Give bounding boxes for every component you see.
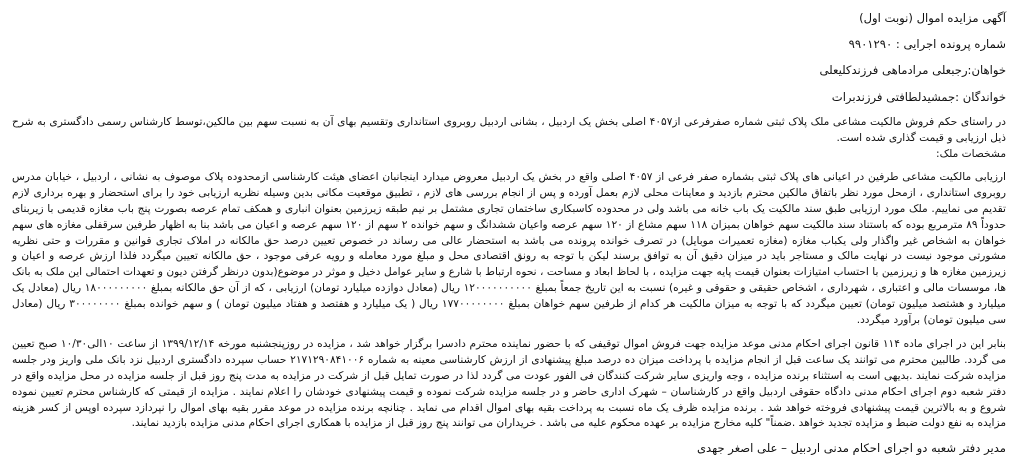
property-specs-heading: مشخصات ملک:: [936, 147, 1006, 160]
property-description: ارزیابی مالکیت مشاعی طرفین در اعیانی های پلاک ثبتی بشماره صفر فرعی از ۴۰۵۷ اصلی واقع در بخش یک اردبیل معروض میدارد اینجانبان اعضای هیئت کارشناسی ازمحدوده پلاک موصوف به نشانی ، اردبیل ، خیابان مدرس روبروی استانداری ، ازمحل مورد نظر باتفاق مالکین محترم بازدید و معاینات محلی لازم بعمل آورده و پس از انجام بررسی های لازم ، تطبیق موقعیت مکانی بدین وسیله نظریه ارزیابی خود را برای استحضار و بهره برداری لازم تقدیم می نماییم. ملک مورد ارزیابی طبق سند مالکیت یک باب خانه می باشد ولی در محدوده کاسبکاری ساختمان تجاری مشتمل بر نیم طبقه زیرزمین بعنوان انباری و همکف تمام عرصه بصورت پنج باب مغازه قدیمی با زیربنای حدوداً ۸۹ مترمربع بوده که باستناد سند مالکیت سهم خواهان بمیزان ۱۱۸ سهم مشاع از ۱۲۰ سهم عرصه واعیان ششدانگ و سهم خوانده ۲ سهم از ۱۲۰ سهم عرصه و اعیان می باشد بنا به اظهار طرفین سرقفلی مغازه های سهم خواهان به اشخاص غیر واگذار ولی یکباب مغازه (مغازه تعمیرات موبایل) در تصرف خوانده پرونده می باشد به استحضار عالی می رساند در خصوص تعیین درصد حق مالکانه در املاک تجاری قوانین و مقررات و حتی نظریه مشورتی موجود نیست در نهایت مالک و مستاجر باید در میزان دقیق آن به توافق برسند لیکن با توجه به رونق اقتصادی محل و مبلغ مورد معامله و رویه عرفی موجود ، حق مالکانه تعیین میگردد فلذا ارزش عرصه و اعیان و زیرزمین مغازه ها و زیرزمین با احتساب امتیازات بعنوان قیمت پایه جهت مزایده ، با لحاظ ابعاد و مساحت ، نحوه ارتباط با شارع و سایر عوامل دخیل و موثر در موضوع(بدون درنظر گرفتن دیون و تعهدات احتمالی این ملک به بانک ها، موسسات مالی و اعتباری ، شهرداری ، اشخاص حقیقی و حقوقی و غیره) نسبت به این تاریخ جمعاً بمبلغ ۱۲۰۰۰۰۰۰۰۰۰۰ ریال (معادل دوازده میلیارد تومان) ارزیابی ، که از آن حق مالکانه بمبلغ ۱۸۰۰۰۰۰۰۰۰۰ ریال (معادل یک میلیارد و هشتصد میلیون تومان) تعیین میگردد که با توجه به میزان مالکیت هر کدام از طرفین سهم خواهان بمبلغ ۱۷۷۰۰۰۰۰۰۰۰ ریال ( یک میلیارد و هفتصد و هفتاد میلیون تومان ) و سهم خوانده بمبلغ ۳۰۰۰۰۰۰۰۰ ریال (معادل سی میلیون تومان) برآورد میگردد.: [12, 171, 1006, 326]
claimant-line: خواهان:رجبعلی مرادماهی فرزندکلیعلی: [819, 63, 1006, 77]
case-number: شماره پرونده اجرایی : ۹۹۰۱۲۹۰: [848, 37, 1006, 51]
intro-paragraph: در راستای حکم فروش مالکیت مشاعی ملک پلاک ثبتی شماره صفرفرعی از۴۰۵۷ اصلی بخش یک اردبیل ، بشانی اردبیل روبروی استانداری وتقسیم بهای آن به نسبت سهم بین مالکین،توسط کارشناس رسمی دادگستری به شرح ذیل ارزیابی و قیمت گذاری شده است.: [12, 116, 1006, 144]
auction-terms: بنابر این در اجرای ماده ۱۱۴ قانون اجرای احکام مدنی موعد مزایده جهت فروش اموال توقیفی که با حضور نماینده محترم دادسرا برگزار خواهد شد ، مزایده در روزپنجشنبه مورخه ۱۳۹۹/۱۲/۱۴ از ساعت ۱۰الی۱۰/۳۰ صبح تعیین می گردد. طالبین محترم می توانند یک ساعت قبل از انجام مزایده با پرداخت میزان ده درصد مبلغ پیشنهادی از ارزش کارشناسی معینه به شماره ۲۱۷۱۲۹۰۸۴۱۰۰۶ حساب سپرده دادگستری اردبیل نزد بانک ملی واریز ودر جلسه مزایده شرکت نمایند .بدیهی است به استثناء برنده مزایده ، وجه واریزی سایر شرکت کنندگان فی الفور عودت می گردد لذا در صورت تمایل قبل از شرکت در مزایده به مدت پنج روز قبل از جلسه مزایده در محل مزایده واقع در دفتر شعبه دوم اجرای احکام مدنی دادگاه حقوقی اردبیل واقع در کارشناسان – شهرک اداری حاضر و در جلسه مزایده شرکت نموده و قیمت پیشنهادی خودشان را اعلام نمایند . مزایده از قیمتی که کارشناس محترم تعیین نموده شروع و به بالاترین قیمت پیشنهادی فروخته خواهد شد . برنده مزایده ظرف یک ماه نسبت به پرداخت بقیه بهای اموال اقدام می نماید . چنانچه برنده مزایده در موعد مقرر بقیه بهای اموال را نپردازد سپرده اوپس از کسر هزینه مزایده به نفع دولت ضبط و مزایده تجدید خواهد .ضمناً" کلیه مخارج مزایده بر عهده محکوم علیه می باشد . خریداران می توانند پنج روز قبل از مزایده با همکاری اجرای احکام مدنی مزایده بازدید نمایند.: [12, 338, 1006, 430]
notice-title: آگهی مزایده اموال (نوبت اول): [859, 11, 1006, 25]
signature-line: مدیر دفتر شعبه دو اجرای احکام مدنی اردبیل – علی اصغر جهدی: [696, 441, 1006, 456]
defendant-line: خواندگان :جمشیدلطافتی فرزندبرات: [831, 90, 1006, 104]
